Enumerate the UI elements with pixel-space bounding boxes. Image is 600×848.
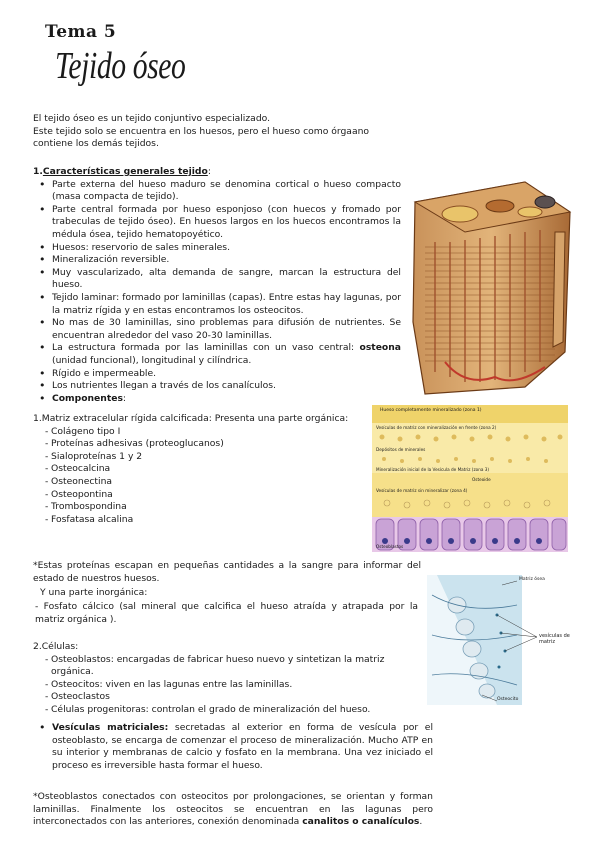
section-heading: 1.Características generales tejido: xyxy=(33,166,211,177)
list-item: - Proteínas adhesivas (proteoglucanos) xyxy=(33,438,373,451)
list-item: - Osteoclastos xyxy=(33,691,413,704)
matrix-note: *Estas proteínas escapan en pequeñas cantidades a la sangre para informar del estado de nuestros huesos. xyxy=(33,560,421,584)
list-item: • Mineralización reversible. xyxy=(33,254,401,267)
inorganic-item: - Fosfato cálcico (sal mineral que calcifica el hueso atraída y atrapada por la matriz orgánica ). xyxy=(35,601,418,625)
list-item: - Células progenitoras: controlan el grado de mineralización del hueso. xyxy=(33,704,413,717)
list-item: - Sialoproteínas 1 y 2 xyxy=(33,451,373,464)
list-item: - Osteoblastos: encargadas de fabricar hueso nuevo y sintetizan la matriz orgánica. xyxy=(33,654,413,679)
bone-illustration-svg xyxy=(405,172,577,397)
list-item: - Osteopontina xyxy=(33,489,373,502)
intro-paragraph xyxy=(33,113,401,151)
list-item: • No mas de 30 laminillas, sino problemas para difusión de nutrientes. Se encuentran alrededor del vaso 20-30 laminillas. xyxy=(33,317,401,342)
inorganic-heading: Y una parte inorgánica: xyxy=(40,587,148,598)
figure-caption: Hueso completamente mineralizado (zona 1) xyxy=(380,408,482,413)
closing-paragraph: *Osteoblastos conectados con osteocitos por prolongaciones, se orientan y forman laminillas. Finalmente los osteocitos se encuentran en las lagunas pero interconectados con las anteriores, conexión denominada canalitos o canalículos. xyxy=(33,791,433,828)
cells-section xyxy=(33,641,413,717)
figure-label: Osteoide xyxy=(472,477,491,482)
section-characteristics xyxy=(33,166,401,405)
figure-label: Vesículas de matriz con mineralización en frente (zona 2) xyxy=(376,425,497,430)
list-item: • Componentes: xyxy=(33,393,401,406)
characteristics-list xyxy=(33,179,401,406)
list-item: • Los nutrientes llegan a través de los canalículos. xyxy=(33,380,401,393)
figure-label: vesículas de matriz xyxy=(539,633,570,645)
mineralization-svg xyxy=(372,423,568,552)
list-item: - Fosfatasa alcalina xyxy=(33,514,373,527)
topic-number: Tema 5 xyxy=(45,22,117,42)
list-item: • Tejido laminar: formado por laminillas (capas). Entre estas hay lagunas, por la matriz rígida y en estas encontramos los osteocitos. xyxy=(33,292,401,317)
mineralization-zones-figure xyxy=(372,405,568,552)
intro-line: El tejido óseo es un tejido conjuntivo especializado. xyxy=(33,113,271,124)
figure-label: Osteoblastos xyxy=(376,544,404,549)
figure-label: Osteocito xyxy=(497,697,519,702)
bone-structure-illustration xyxy=(405,172,577,397)
figure-label: Matriz ósea xyxy=(519,577,545,582)
list-item: - Osteocitos: viven en las lagunas entre las laminillas. xyxy=(33,679,413,692)
list-item: • Rígido e impermeable. xyxy=(33,368,401,381)
figure-label: Mineralización inicial de la Vesícula de Matriz (zona 3) xyxy=(376,467,490,472)
list-item: • Parte central formada por hueso esponjoso (con huecos y fromado por trabeculas de tejido óseo). En huesos largos en los huecos encontramos la médula ósea, tejido hematopoyético. xyxy=(33,204,401,242)
page-title: Tejido óseo xyxy=(55,45,186,87)
list-item: • Muy vascularizado, alta demanda de sangre, marcan la estructura del hueso. xyxy=(33,267,401,292)
list-item: - Trombospondina xyxy=(33,501,373,514)
section-heading: 2.Células: xyxy=(33,641,79,652)
matrix-intro: 1.Matriz extracelular rígida calcificada: Presenta una parte orgánica: xyxy=(33,413,349,424)
matrix-vesicles-figure xyxy=(427,575,582,705)
list-item: - Osteonectina xyxy=(33,476,373,489)
cells-list xyxy=(33,654,413,717)
matrix-section xyxy=(33,413,373,526)
vesicles-block xyxy=(33,722,433,772)
list-item: • Parte externa del hueso maduro se denomina cortical o hueso compacto (masa compacta de tejido). xyxy=(33,179,401,204)
list-item: - Colágeno tipo I xyxy=(33,426,373,439)
intro-line: Este tejido solo se encuentra en los huesos, pero el hueso como órgaano contiene los demás tejidos. xyxy=(33,125,370,150)
list-item: • La estructura formada por las laminillas con un vaso central: osteona (unidad funcional), longitudinal y cilíndrica. xyxy=(33,342,401,367)
list-item: • Vesículas matriciales: secretadas al exterior en forma de vesícula por el osteoblasto, se encarga de comenzar el proceso de mineralización. Mucho ATP en su interior y membranas de calcio y fosfato en la membrana. Una vez iniciado el proceso es irreversible hasta formar el hueso. xyxy=(33,722,433,772)
figure-label: Depósitos de minerales xyxy=(376,447,426,452)
list-item: • Huesos: reservorio de sales minerales. xyxy=(33,242,401,255)
figure-label: Vesículas de matriz sin mineralizar (zona 4) xyxy=(376,488,468,493)
list-item: - Osteocalcina xyxy=(33,463,373,476)
organic-components-list xyxy=(33,426,373,527)
